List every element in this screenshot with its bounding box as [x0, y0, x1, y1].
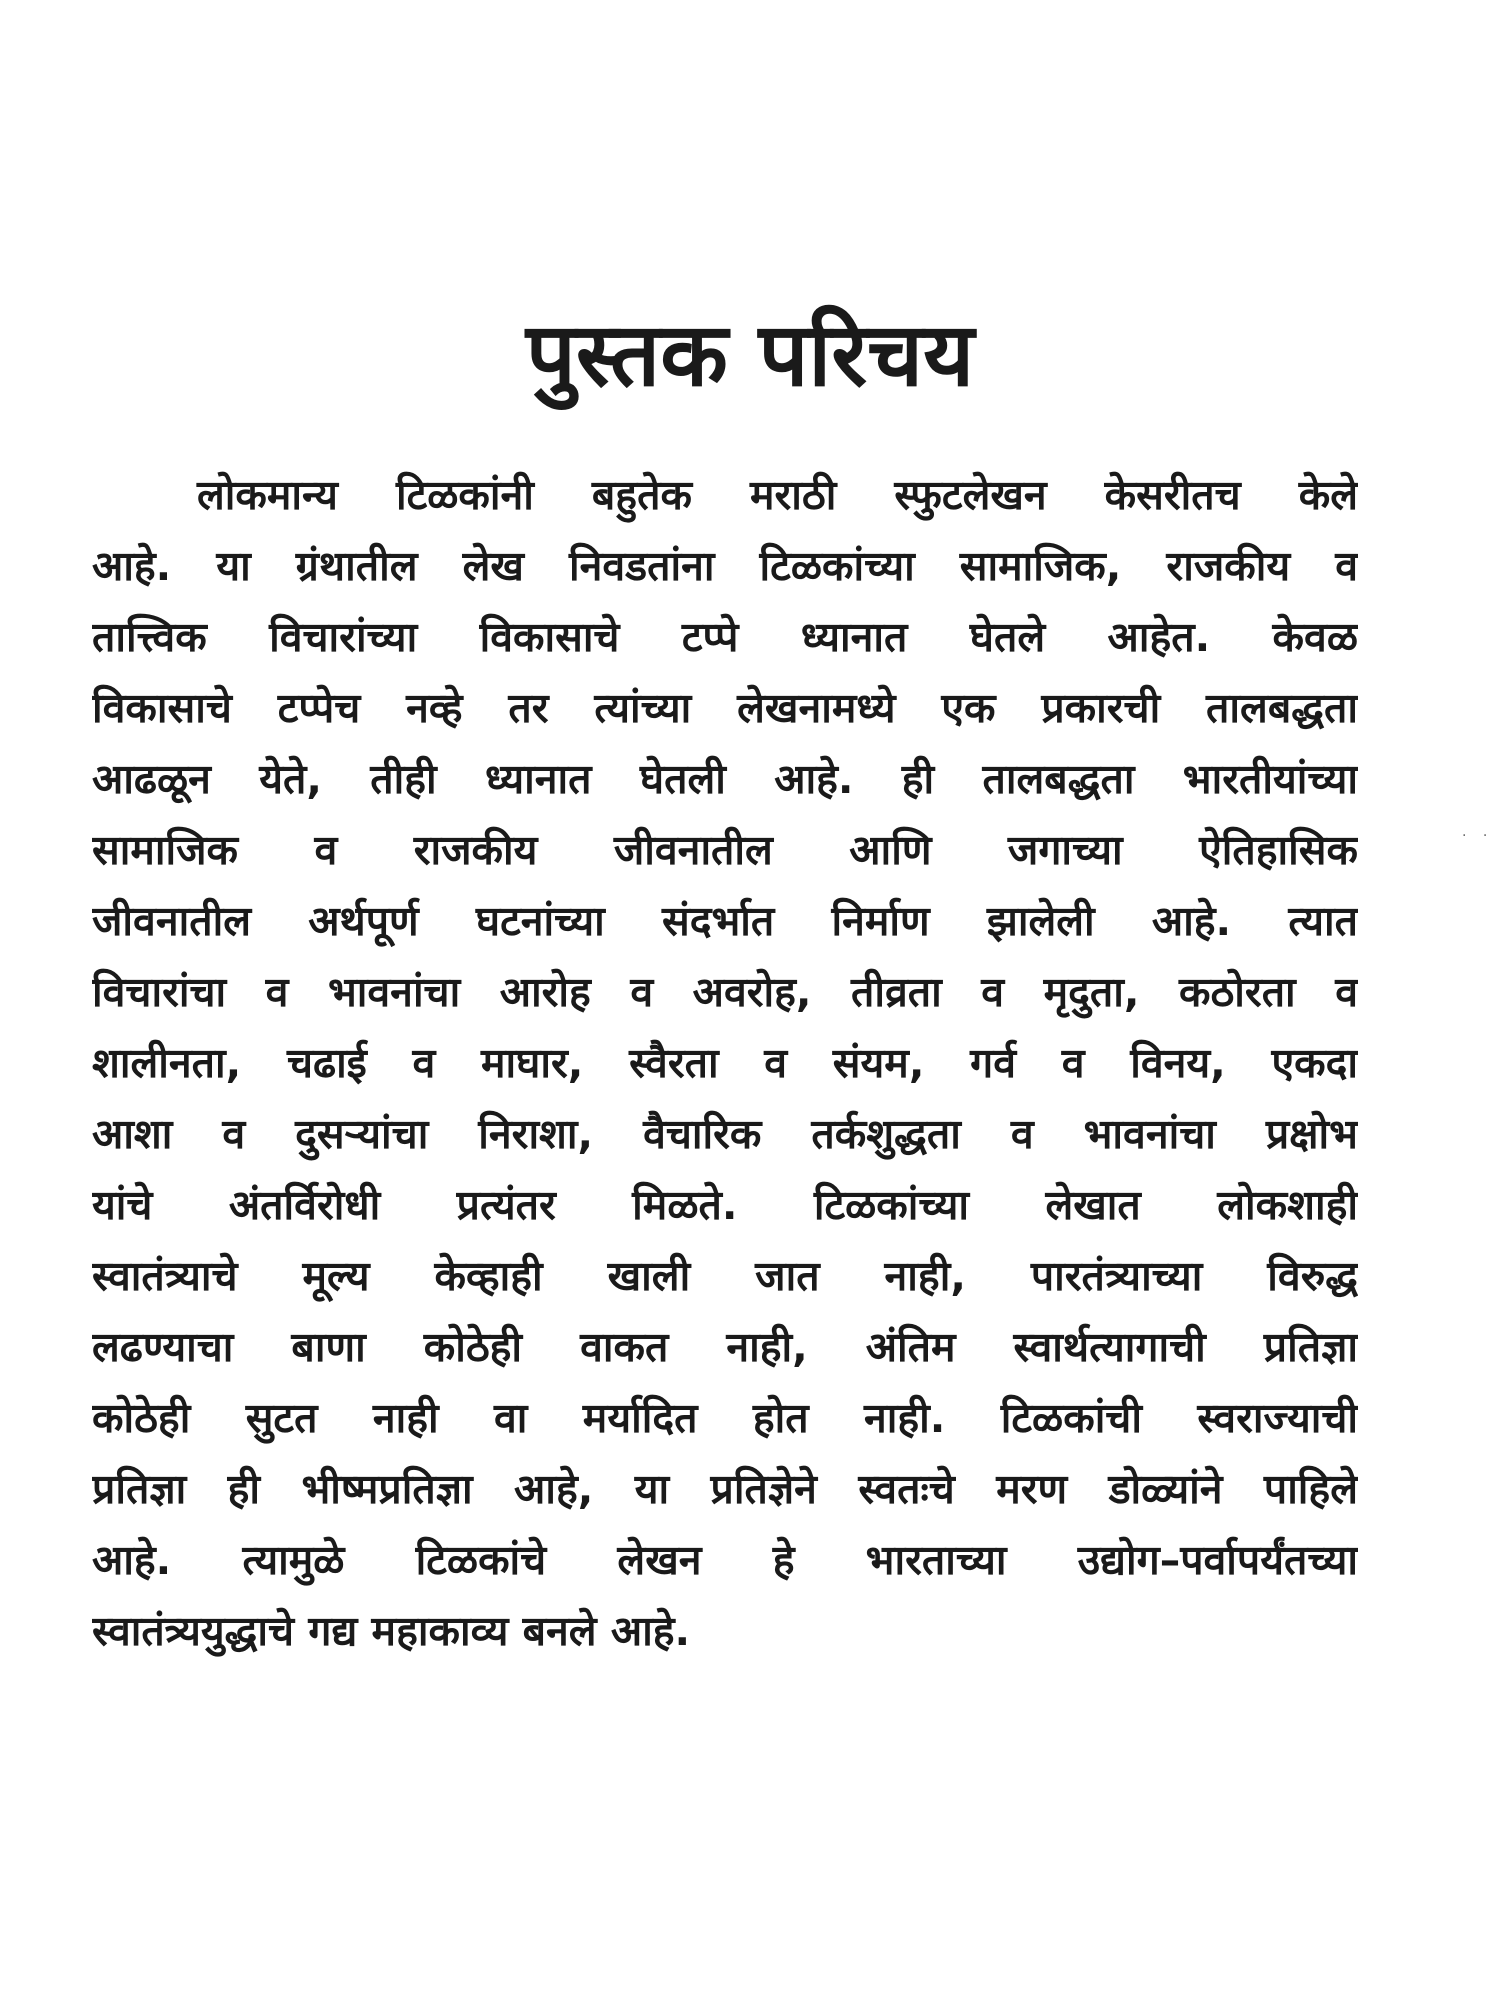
paragraph-line: कोठेही सुटत नाही वा मर्यादित होत नाही. टिळकांची स्वराज्याची — [92, 1394, 1358, 1442]
paragraph-line: तात्त्विक विचारांच्या विकासाचे टप्पे ध्यानात घेतले आहेत. केवळ — [92, 613, 1358, 661]
paragraph-line: स्वातंत्र्याचे मूल्य केव्हाही खाली जात नाही, पारतंत्र्याच्या विरुद्ध — [92, 1252, 1358, 1300]
paragraph-line: यांचे अंतर्विरोधी प्रत्यंतर मिळते. टिळकांच्या लेखात लोकशाही — [92, 1181, 1358, 1229]
scan-speck: · · — [1462, 828, 1494, 844]
paragraph-line: आढळून येते, तीही ध्यानात घेतली आहे. ही तालबद्धता भारतीयांच्या — [92, 755, 1358, 803]
paragraph-line: शालीनता, चढाई व माघार, स्वैरता व संयम, गर्व व विनय, एकदा — [92, 1039, 1358, 1087]
introduction-paragraph — [92, 460, 1358, 1667]
paragraph-line: आहे. या ग्रंथातील लेख निवडतांना टिळकांच्या सामाजिक, राजकीय व — [92, 542, 1358, 590]
page-title: पुस्तक परिचय — [525, 303, 975, 406]
paragraph-line: आहे. त्यामुळे टिळकांचे लेखन हे भारताच्या उद्योग–पर्वापर्यंतच्या — [92, 1536, 1358, 1584]
paragraph-line: प्रतिज्ञा ही भीष्मप्रतिज्ञा आहे, या प्रतिज्ञेने स्वतःचे मरण डोळ्यांने पाहिले — [92, 1465, 1358, 1513]
paragraph-line: विकासाचे टप्पेच नव्हे तर त्यांच्या लेखनामध्ये एक प्रकारची तालबद्धता — [92, 684, 1358, 732]
paragraph-line: सामाजिक व राजकीय जीवनातील आणि जगाच्या ऐतिहासिक — [92, 826, 1358, 874]
paragraph-line: लढण्याचा बाणा कोठेही वाकत नाही, अंतिम स्वार्थत्यागाची प्रतिज्ञा — [92, 1323, 1358, 1371]
paragraph-line: विचारांचा व भावनांचा आरोह व अवरोह, तीव्रता व मृदुता, कठोरता व — [92, 968, 1358, 1016]
paragraph-line: लोकमान्य टिळकांनी बहुतेक मराठी स्फुटलेखन केसरीतच केले — [197, 471, 1358, 519]
paragraph-line: स्वातंत्र्ययुद्धाचे गद्य महाकाव्य बनले आहे. — [92, 1607, 691, 1655]
paragraph-line: जीवनातील अर्थपूर्ण घटनांच्या संदर्भात निर्माण झालेली आहे. त्यात — [92, 897, 1358, 945]
paragraph-line: आशा व दुसऱ्यांचा निराशा, वैचारिक तर्कशुद्धता व भावनांचा प्रक्षोभ — [92, 1110, 1358, 1158]
